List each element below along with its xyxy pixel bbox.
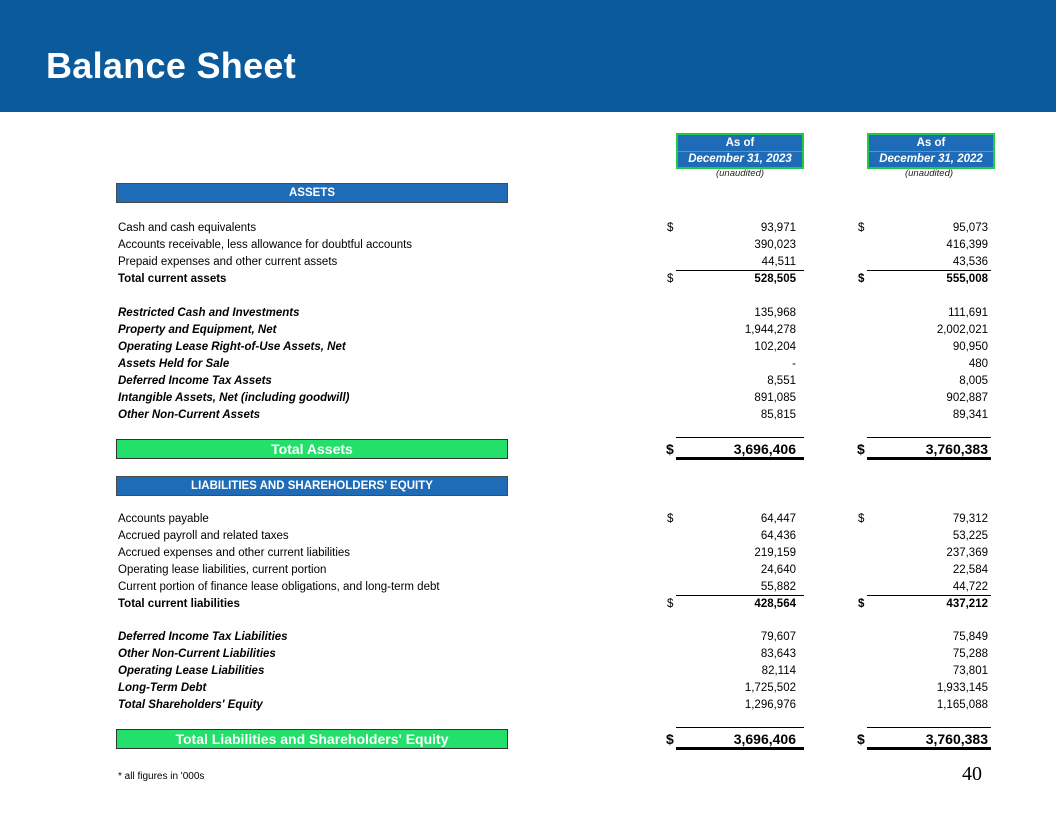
subtotal-rule [676,595,804,596]
column-note-2022: (unaudited) [904,168,954,179]
table-row [0,375,1056,392]
value-2023: 1,296,976 [744,699,796,711]
table-row [0,307,1056,324]
row-label: Total current assets [118,273,227,285]
value-2023: 82,114 [761,665,796,677]
value-2023: 102,204 [754,341,796,353]
row-label: Prepaid expenses and other current assets [118,256,338,268]
row-label: Other Non-Current Liabilities [118,648,276,660]
value-2023: 390,023 [754,239,796,251]
value-2022: 2,002,021 [936,324,988,336]
column-header-2023 [676,133,804,169]
subtotal-rule [676,270,804,271]
row-label: Accrued expenses and other current liabilities [118,547,351,559]
total-assets-label: Total Assets [116,439,508,459]
value-2022: 3,760,383 [925,441,988,457]
table-row [0,222,1056,239]
table-row [0,409,1056,426]
dollar-sign: $ [667,513,674,525]
value-2023: 55,882 [760,581,796,593]
subtotal-rule [867,270,991,271]
row-label: Accrued payroll and related taxes [118,530,289,542]
value-2022: 8,005 [959,375,988,387]
value-2022: 1,933,145 [936,682,988,694]
value-2023: 135,968 [754,307,796,319]
column-header-line2: December 31, 2023 [688,153,792,165]
value-2023: 93,971 [760,222,796,234]
value-2022: 3,760,383 [925,731,988,747]
value-2022: 53,225 [952,530,988,542]
dollar-sign: $ [857,441,865,457]
row-label: Property and Equipment, Net [118,324,277,336]
row-label: Deferred Income Tax Liabilities [118,631,288,643]
table-row [0,341,1056,358]
value-2023: 83,643 [760,648,796,660]
column-header-line1: As of [725,137,755,149]
table-row [0,392,1056,409]
dollar-sign: $ [858,273,865,285]
value-2023: 8,551 [767,375,796,387]
value-2023: 64,447 [760,513,796,525]
value-2023: 64,436 [760,530,796,542]
value-2022: 43,536 [952,256,988,268]
table-row [0,273,1056,290]
row-label: Restricted Cash and Investments [118,307,300,319]
table-row [0,665,1056,682]
table-row [0,324,1056,341]
table-row [0,631,1056,648]
page-number: 40 [962,763,982,785]
page-title: Balance Sheet [46,45,297,86]
assets-section-header: ASSETS [116,183,508,203]
table-row [0,547,1056,564]
row-label: Operating Lease Right-of-Use Assets, Net [118,341,346,353]
value-2023: 24,640 [760,564,796,576]
value-2023: 85,815 [760,409,796,421]
table-row [0,513,1056,530]
row-label: Accounts receivable, less allowance for doubtful accounts [118,239,413,251]
footnote: * all figures in '000s [118,771,205,782]
value-2023: 219,159 [754,547,796,559]
value-2022: 73,801 [952,665,988,677]
value-2023: 891,085 [754,392,796,404]
dollar-sign: $ [858,513,865,525]
total-double-rule [867,747,991,750]
dollar-sign: $ [858,222,865,234]
value-2022: 416,399 [946,239,988,251]
value-2023: 428,564 [754,598,796,610]
value-2022: 437,212 [946,598,988,610]
value-2022: 75,288 [952,648,988,660]
liabilities-section-header: LIABILITIES AND SHAREHOLDERS' EQUITY [116,476,508,496]
value-2023: 3,696,406 [733,441,796,457]
row-label: Total Shareholders' Equity [118,699,263,711]
row-label: Operating Lease Liabilities [118,665,265,677]
table-row [0,648,1056,665]
value-2023: 79,607 [760,631,796,643]
column-header-line1: As of [916,137,946,149]
value-2022: 79,312 [952,513,988,525]
row-label: Total current liabilities [118,598,240,610]
dollar-sign: $ [666,731,674,747]
value-2023: - [792,358,796,370]
value-2023: 3,696,406 [733,731,796,747]
row-label: Long-Term Debt [118,682,207,694]
value-2022: 22,584 [952,564,988,576]
row-label: Deferred Income Tax Assets [118,375,272,387]
total-top-rule [867,727,991,728]
value-2022: 480 [968,358,988,370]
table-row [0,598,1056,615]
total-double-rule [867,457,991,460]
value-2022: 902,887 [946,392,988,404]
value-2022: 237,369 [946,547,988,559]
table-row [0,530,1056,547]
dollar-sign: $ [667,273,674,285]
table-row [0,682,1056,699]
total-top-rule [676,437,804,438]
value-2022: 90,950 [952,341,988,353]
dollar-sign: $ [858,598,865,610]
table-row [0,699,1056,716]
value-2023: 1,725,502 [744,682,796,694]
value-2022: 555,008 [946,273,988,285]
column-header-2022 [867,133,995,169]
dollar-sign: $ [667,598,674,610]
value-2023: 528,505 [754,273,796,285]
row-label: Current portion of finance lease obligations, and long-term debt [118,581,440,593]
row-label: Assets Held for Sale [118,358,230,370]
table-row [0,239,1056,256]
dollar-sign: $ [666,441,674,457]
value-2022: 111,691 [948,307,988,319]
value-2023: 44,511 [761,256,796,268]
row-label: Accounts payable [118,513,209,525]
total-top-rule [676,727,804,728]
column-header-line2: December 31, 2022 [879,153,983,165]
value-2022: 75,849 [952,631,988,643]
row-label: Intangible Assets, Net (including goodwill) [118,392,350,404]
value-2022: 44,722 [952,581,988,593]
value-2022: 1,165,088 [936,699,988,711]
dollar-sign: $ [667,222,674,234]
total-double-rule [676,747,804,750]
total-liabilities-label: Total Liabilities and Shareholders' Equity [116,729,508,749]
value-2023: 1,944,278 [744,324,796,336]
total-double-rule [676,457,804,460]
table-row [0,358,1056,375]
value-2022: 89,341 [952,409,988,421]
dollar-sign: $ [857,731,865,747]
total-top-rule [867,437,991,438]
table-row [0,564,1056,581]
value-2022: 95,073 [952,222,988,234]
row-label: Other Non-Current Assets [118,409,261,421]
subtotal-rule [867,595,991,596]
row-label: Operating lease liabilities, current portion [118,564,327,576]
column-note-2023: (unaudited) [715,168,765,179]
row-label: Cash and cash equivalents [118,222,257,234]
